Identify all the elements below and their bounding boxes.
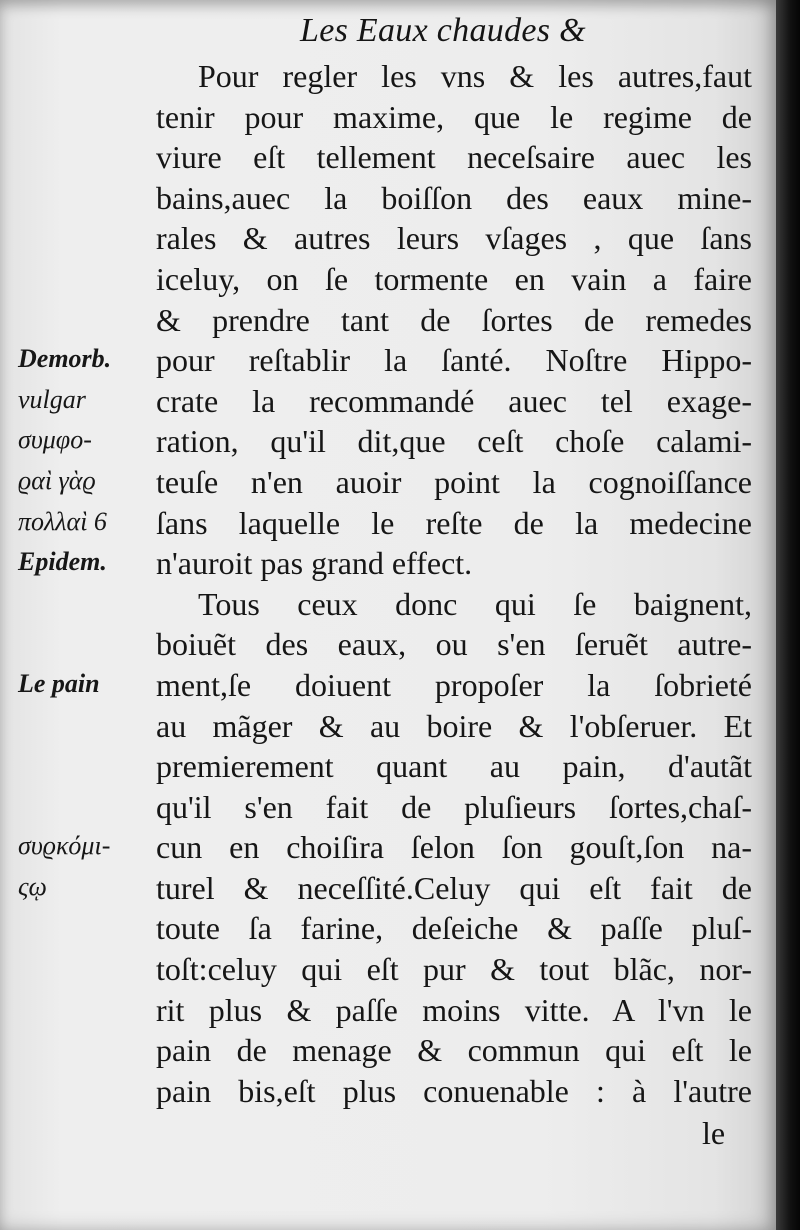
text-line: Tous ceux donc qui ſe baignent, <box>198 585 752 622</box>
text-line: au mãger & au boire & l'obſeruer. Et <box>156 707 752 744</box>
text-line: viure eſt tellement neceſsaire auec les <box>156 139 752 176</box>
text-line: ration, qu'il dit,que ceſt choſe calami- <box>156 423 752 460</box>
text-line: premierement quant au pain, d'autãt <box>156 748 752 785</box>
page-edge-shadow <box>776 0 800 1230</box>
margin-note: ςῳ <box>18 872 47 901</box>
text-line: iceluy, on ſe tormente en vain a faire <box>156 260 752 297</box>
text-line: rit plus & paſſe moins vitte. A l'vn le <box>156 991 752 1028</box>
text-line: Pour regler les vns & les autres,faut <box>198 58 752 94</box>
text-line: pour reſtablir la ſanté. Noſtre Hippo- <box>156 342 752 379</box>
text-line: turel & neceſſité.Celuy qui eſt fait de <box>156 869 752 906</box>
text-line: toute ſa farine, deſeiche & paſſe pluſ- <box>156 910 752 947</box>
margin-note: Le pain <box>18 669 100 698</box>
text-line: n'auroit pas grand effect. <box>156 545 473 582</box>
text-line: crate la recommandé auec tel exage- <box>156 382 752 419</box>
text-line: tenir pour maxime, que le regime de <box>156 98 752 135</box>
margin-note: vulgar <box>18 384 86 414</box>
text-line: ſans laquelle le reſte de la medecine <box>156 504 752 541</box>
text-line: ment,ſe doiuent propoſer la ſobrieté <box>156 666 752 703</box>
text-line: qu'il s'en fait de pluſieurs ſortes,chaſ- <box>156 788 752 825</box>
margin-note: πολλαὶ 6 <box>18 506 107 536</box>
margin-note: Epidem. <box>18 547 107 577</box>
text-line: pain bis,eſt plus conuenable : à l'autre <box>156 1072 752 1109</box>
text-line: bains,auec la boiſſon des eaux mine- <box>156 179 752 216</box>
text-line: pain de menage & commun qui eſt le <box>156 1032 752 1069</box>
margin-note: Demorb. <box>18 344 112 374</box>
text-line: boiuẽt des eaux, ou s'en ſeruẽt autre- <box>156 626 752 663</box>
margin-note: συμφο- <box>18 425 92 455</box>
text-line: cun en choiſira ſelon ſon gouſt,ſon na- <box>156 829 752 866</box>
text-line: rales & autres leurs vſages , que ſans <box>156 220 752 257</box>
running-head: Les Eaux chaudes & <box>300 12 586 49</box>
text-line: teuſe n'en auoir point la cognoiſſance <box>156 463 752 500</box>
body-text <box>156 56 752 1111</box>
text-line: & prendre tant de ſortes de remedes <box>156 301 752 338</box>
margin-note: συϱκόμι- <box>18 831 111 861</box>
catchword: le <box>702 1115 726 1151</box>
margin-note: ϱαὶ γὰϱ <box>18 466 96 495</box>
text-line: toſt:celuy qui eſt pur & tout blãc, nor- <box>156 951 752 988</box>
